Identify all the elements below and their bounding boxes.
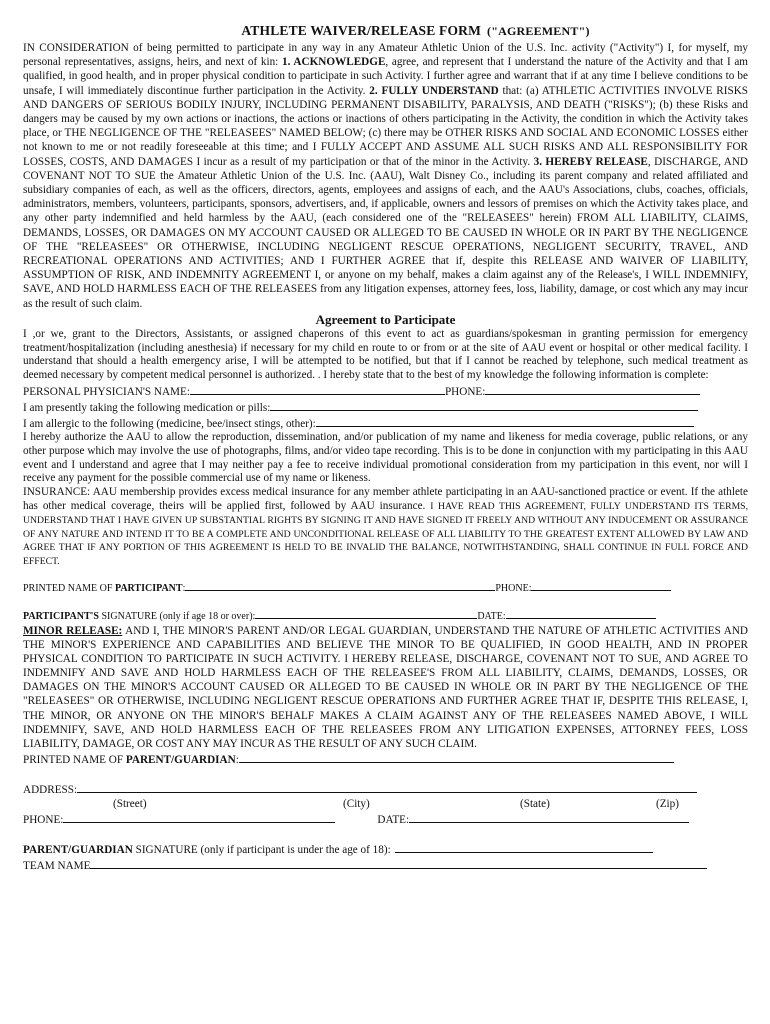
address-row [23,781,748,797]
participant-name-bold: PARTICIPANT [114,583,183,595]
understand-heading: 2. FULLY UNDERSTAND [369,84,499,97]
allergy-field[interactable] [316,415,694,427]
guardian-signature-field[interactable] [395,841,653,853]
team-name-row [23,857,748,873]
agreement-intro: I ,or we, grant to the Directors, Assistants, or assigned chaperons of this event to act as guardians/spokesman in granting permission for emergency treatment/hospitalization (including anesthesia) if necessary for my child en route to or from or at the site of AAU event or hospital or other medical facility. I understand that should a health emergency arise, I will be attempted to be notified, but that if I cannot be reached by telephone, such medical treatment as deemed necessary by competent medical personnel is authorized. . I hereby state that to the best of my knowledge the following information is complete: [23,327,748,382]
guardian-name-suffix: : [235,753,239,766]
form-title-quote: ("AGREEMENT") [487,24,590,38]
minor-release-heading: MINOR RELEASE: [23,625,123,638]
physician-phone-label: PHONE: [444,386,486,399]
guardian-phone-row [23,811,748,827]
participant-date-field[interactable] [506,607,656,619]
form-title-text: ATHLETE WAIVER/RELEASE FORM [241,23,482,38]
guardian-date-field[interactable] [409,811,689,823]
allergy-row [23,415,748,431]
physician-row [23,383,748,399]
waiver-body [23,41,748,311]
address-sublabels [23,797,748,811]
participant-phone-field[interactable] [531,579,671,591]
participant-signature-field[interactable] [255,607,477,619]
agreement-heading: Agreement to Participate [315,311,456,327]
guardian-signature-bold: PARENT/GUARDIAN [23,843,133,856]
release-heading: 3. HEREBY RELEASE [533,155,648,168]
medication-label: I am presently taking the following medication or pills: [23,402,271,415]
physician-name-field[interactable] [190,383,445,395]
understand-text: that: (a) ATHLETIC ACTIVITIES INVOLVE RISKS AND DANGERS OF SERIOUS BODILY INJURY, INCLUDING PERMANENT DISABILITY, PARALYSIS, AND DEATH ("RISKS"); (b) these Risks and dangers may be caused by my own actions or inactions, the actions or inactions of others participating in the Activity, the condition in which the Activity takes place, or THE NEGLIGENCE OF THE "RELEASEES" NAMED BELOW; (c) there may be OTHER RISKS AND SOCIAL AND ECONOMIC LOSSES either not known to me or not readily foreseeable at this time; and I FULLY ACCEPT AND ASSUME ALL SUCH RISKS AND ALL RESPONSIBILITY FOR LOSSES, COSTS, AND DAMAGES I incur as a result of my participation or that of the minor in the Activity. [23,84,748,168]
waiver-page [23,22,748,873]
participant-name-suffix: : [182,583,186,595]
guardian-signature-row [23,841,748,857]
insurance-paragraph [23,486,748,569]
release-text: , DISCHARGE, AND COVENANT NOT TO SUE the Amateur Athletic Union of the U.S. Inc. (AAU), Walt Disney Co., including its parent company and related affiliated and subsidiary companies of each, as well as the officers, directors, agents, employees and assigns of each, and the AAU's Associations, clubs, coaches, officials, administrators, members, volunteers, participants, sponsors, advertisers, and, if applicable, owners and lessors of premises on which the Activity takes place, and any other party indemnified and held harmless by the AAU, (each considered one of the "RELEASEES" herein) FROM ALL LIABILITY, CLAIMS, DEMANDS, LOSSES, OR DAMAGES ON MY ACCOUNT CAUSED OR ALLEGED TO BE CAUSED IN WHOLE OR IN PART BY THE NEGLIGENCE OF THE "RELEASEES" OR OTHERWISE, INCLUDING NEGLIGENT RESCUE OPERATIONS, NEGLIGENT SECURITY, TRAVEL, AND RECREATIONAL OPERATIONS AND ACTIVITIES; AND I FURTHER AGREE that if, despite this RELEASE AND WAIVER OF LIABILITY, ASSUMPTION OF RISK, AND INDEMNITY AGREEMENT I, or anyone on my behalf, makes a claim against any of the Release's, I WILL INDEMNIFY, SAVE, AND HOLD HARMLESS EACH OF THE RELEASEES from any litigation expenses, attorney fees, loss, liability, damage, or cost which any may incur as the result of such claim. [23,155,748,310]
zip-sublabel: (Zip) [656,797,679,810]
minor-release-text: AND I, THE MINOR'S PARENT AND/OR LEGAL GUARDIAN, UNDERSTAND THE NATURE OF ATHLETIC ACTIVITIES AND THE MINOR'S EXPERIENCE AND CAPABILITIES AND BELIEVE THE MINOR TO BE QUALIFIED, IN GOOD HEALTH, AND IN PROPER PHYSICAL CONDITION TO PARTICIPATE IN SUCH ACTIVITY. I HEREBY RELEASE, DISCHARGE, COVENANT NOT TO SUE, AND AGREE TO INDEMNIFY AND SAVE AND HOLD HARMLESS EACH OF THE RELEASEE'S FROM ALL LIABILITY, CLAIMS, DEMANDS, LOSSES, OR DAMAGES ON THE MINOR'S ACCOUNT CAUSED OR ALLEGED TO BE CAUSED IN WHOLE OR IN PART BY THE NEGLIGENCE OF THE "RELEASEES" OR OTHERWISE, INCLUDING NEGLIGENT RESCUE OPERATIONS AND FURTHER AGREE THAT IF, DESPITE THIS RELEASE, I, THE MINOR, OR ANYONE ON THE MINOR'S BEHALF MAKES A CLAIM AGAINST ANY OF THE RELEASEES NAMED ABOVE, I WILL INDEMNIFY, SAVE, AND HOLD HARMLESS EACH OF THE RELEASEES FROM ANY LITIGATION EXPENSES, ATTORNEY FEES, LOSS LIABILITY, DAMAGE, OR COST ANY MAY INCUR AS THE RESULT OF ANY SUCH CLAIM. [23,625,748,750]
street-sublabel: (Street) [113,797,147,810]
participant-date-label: DATE: [477,611,506,623]
waiver-intro: IN CONSIDERATION of being permitted to participate in any way in any Amateur Athletic Union of the U.S. Inc. activity ("Activity") I, for myself, my personal representatives, assigns, heirs, and next of kin: [23,42,748,69]
guardian-signature-text: SIGNATURE (only if participant is under the age of 18): [132,843,391,856]
medication-field[interactable] [270,399,698,411]
physician-phone-field[interactable] [485,383,700,395]
insurance-text: INSURANCE: AAU membership provides excess medical insurance for any member athlete participating in an AAU-sanctioned practice or event. If the athlete has other medical coverage, theirs will be applied first, followed by AAU insurance. [23,486,748,513]
participant-signature-row [23,607,748,624]
address-label: ADDRESS: [23,783,78,796]
physician-label: PERSONAL PHYSICIAN'S NAME: [23,386,190,399]
participant-name-field[interactable] [185,579,495,591]
participant-phone-label: PHONE: [495,583,532,595]
acknowledge-text: , agree, and represent that I understand the nature of the Activity and that I am qualified, in good health, and in proper physical condition to participate in such Activity. I further agree and warrant that if at any time I believe conditions to be unsafe, I will immediately discontinue further participation in the Activity. [23,56,749,97]
guardian-name-row [23,751,748,767]
read-agreement-text: I HAVE READ THIS AGREEMENT, FULLY UNDERSTAND ITS TERMS, UNDERSTAND THAT I HAVE GIVEN UP SUBSTANTIAL RIGHTS BY SIGNING IT AND HAVE SIGNED IT FREELY AND WITHOUT ANY INDUCEMENT OR ASSURANCE OF ANY NATURE AND INTEND IT TO BE A COMPLETE AND UNCONDITIONAL RELEASE OF ALL LIABILITY TO THE GREATEST EXTENT ALLOWED BY LAW AND AGREE THAT IF ANY PORTION OF THIS AGREEMENT IS HELD TO BE INVALID THE BALANCE, NOTWITHSTANDING, SHALL CONTINUE IN FULL FORCE AND EFFECT. [23,501,748,568]
participant-name-prefix: PRINTED NAME OF [23,583,115,595]
participant-signature-bold: PARTICIPANT'S [23,611,99,623]
team-name-field[interactable] [90,857,707,869]
guardian-name-field[interactable] [239,751,674,763]
guardian-name-bold: PARENT/GUARDIAN [125,753,236,766]
address-field[interactable] [77,781,697,793]
team-name-label: TEAM NAME [23,859,91,872]
acknowledge-heading: 1. ACKNOWLEDGE [281,56,386,69]
medication-row [23,399,748,415]
guardian-phone-field[interactable] [63,811,335,823]
participant-name-row [23,579,748,596]
minor-release [23,624,748,751]
allergy-label: I am allergic to the following (medicine, bee/insect stings, other): [23,418,316,431]
form-title [83,22,748,40]
guardian-name-prefix: PRINTED NAME OF [23,753,126,766]
participant-signature-text: SIGNATURE (only if age 18 or over): [98,611,256,623]
city-sublabel: (City) [343,797,370,810]
media-release-text: I hereby authorize the AAU to allow the reproduction, dissemination, and/or publication of my name and likeness for media coverage, public relations, or any other purpose which may involve the use of photographs, films, and/or video tape recording. This is to be done in conjunction with my participating in this AAU event and I understand and agree that I may neither pay a fee to receive individual promotional consideration from my participation in this event, nor will I receive any payment for the possible commercial use of my name or likeness. [23,431,748,485]
guardian-phone-label: PHONE: [23,813,64,826]
state-sublabel: (State) [520,797,550,810]
guardian-date-label: DATE: [377,813,410,826]
